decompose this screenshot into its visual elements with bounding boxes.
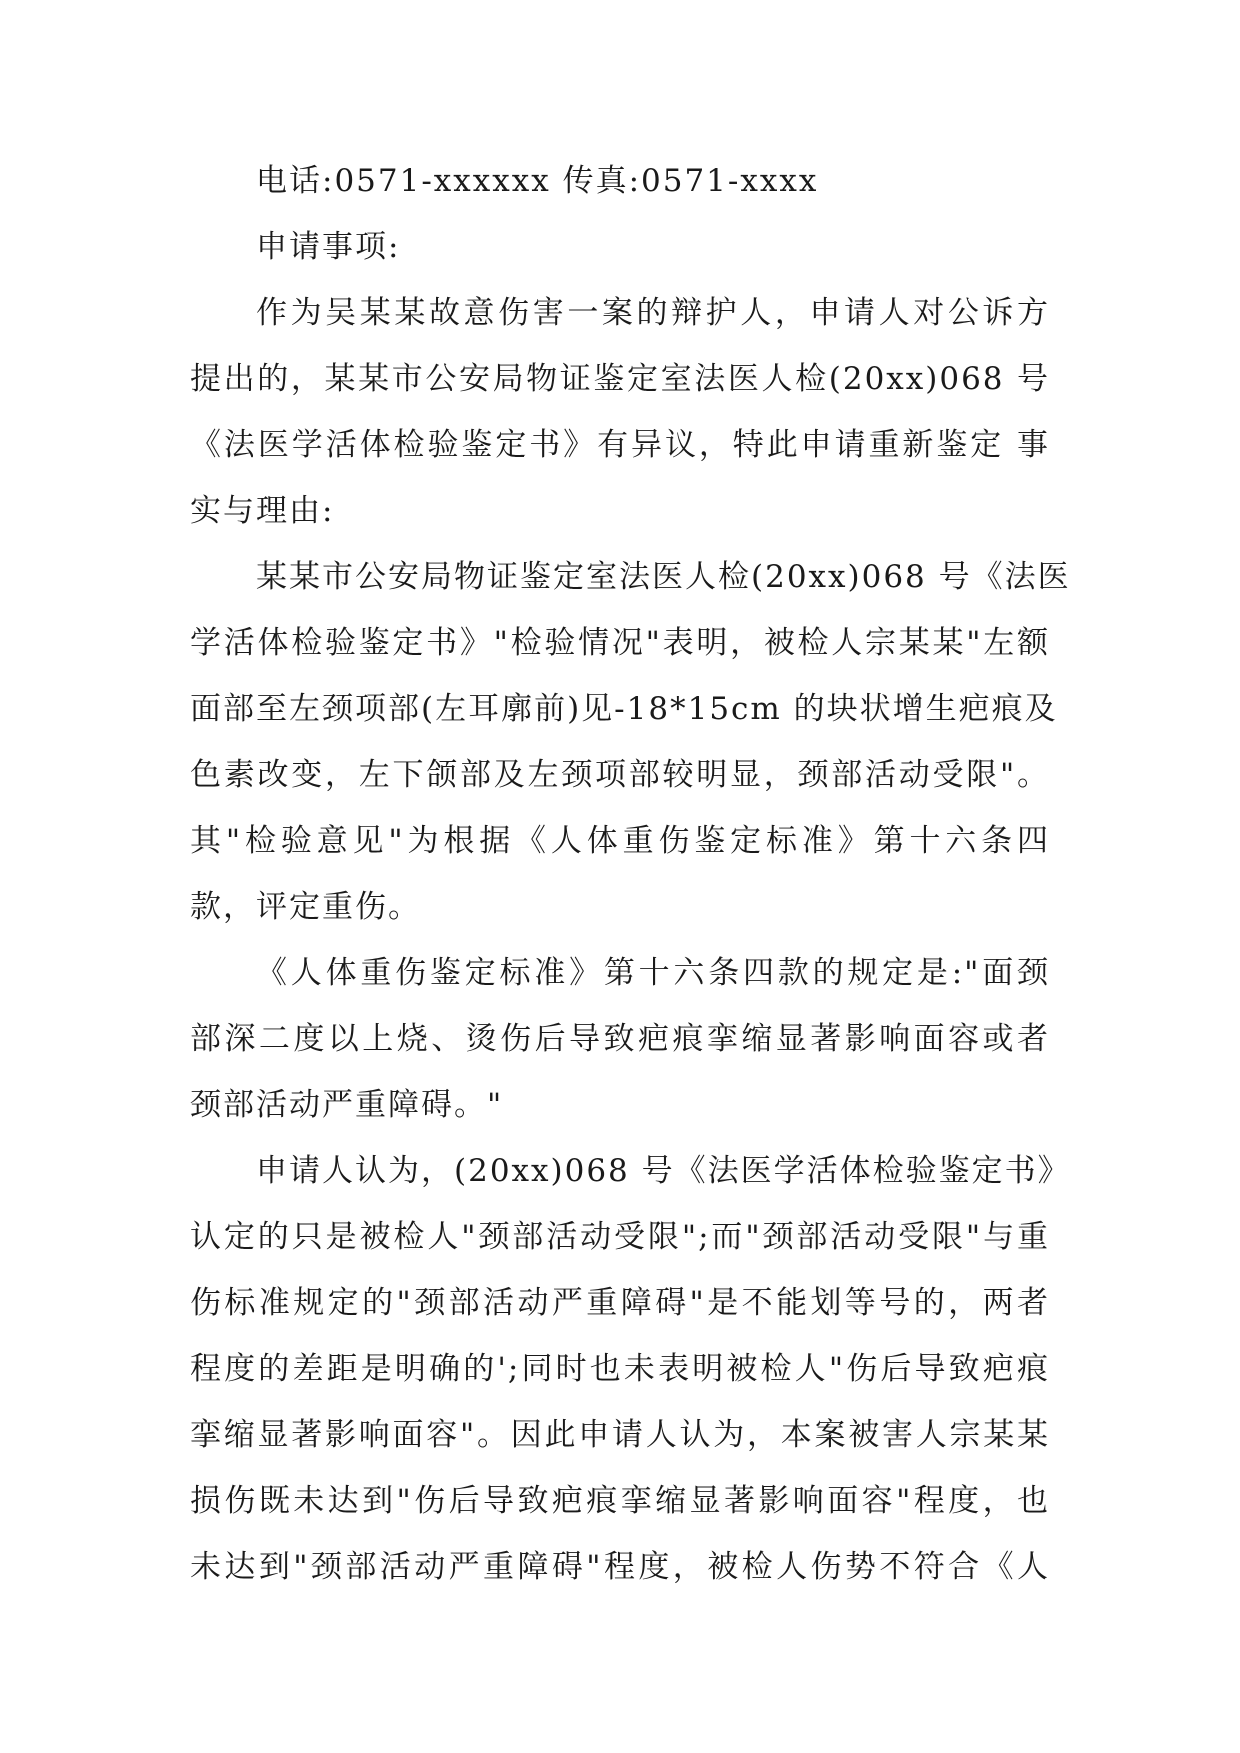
paragraph-line: 挛缩显著影响面容"。因此申请人认为，本案被害人宗某某 xyxy=(190,1417,1050,1453)
paragraph-line: 程度的差距是明确的';同时也未表明被检人"伤后导致疤痕 xyxy=(190,1351,1050,1387)
paragraph-line: 申请人认为，(20xx)068 号《法医学活体检验鉴定书》 xyxy=(256,1153,1071,1189)
paragraph-line: 伤标准规定的"颈部活动严重障碍"是不能划等号的，两者 xyxy=(190,1285,1050,1321)
contact-line: 电话:0571-xxxxxx 传真:0571-xxxx xyxy=(256,163,819,199)
paragraph-line: 《法医学活体检验鉴定书》有异议，特此申请重新鉴定 事 xyxy=(190,427,1050,463)
paragraph-line: 《人体重伤鉴定标准》第十六条四款的规定是:"面颈 xyxy=(256,955,1050,991)
paragraph-line: 作为吴某某故意伤害一案的辩护人，申请人对公诉方 xyxy=(256,295,1050,331)
paragraph-line: 认定的只是被检人"颈部活动受限";而"颈部活动受限"与重 xyxy=(190,1219,1050,1255)
paragraph-line: 其"检验意见"为根据《人体重伤鉴定标准》第十六条四 xyxy=(190,823,1050,859)
paragraph-line: 某某市公安局物证鉴定室法医人检(20xx)068 号《法医 xyxy=(256,559,1071,595)
paragraph-line: 款，评定重伤。 xyxy=(190,889,421,925)
paragraph-line: 面部至左颈项部(左耳廓前)见-18*15cm 的块状增生疤痕及 xyxy=(190,691,1058,727)
paragraph-line: 实与理由: xyxy=(190,493,335,529)
paragraph-line: 色素改变，左下颌部及左颈项部较明显，颈部活动受限"。 xyxy=(190,757,1050,793)
paragraph-line: 未达到"颈部活动严重障碍"程度，被检人伤势不符合《人 xyxy=(190,1549,1050,1585)
paragraph-line: 部深二度以上烧、烫伤后导致疤痕挛缩显著影响面容或者 xyxy=(190,1021,1050,1057)
paragraph-line: 学活体检验鉴定书》"检验情况"表明，被检人宗某某"左额 xyxy=(190,625,1050,661)
paragraph-line: 提出的，某某市公安局物证鉴定室法医人检(20xx)068 号 xyxy=(190,361,1050,397)
section-heading-request: 申请事项: xyxy=(256,229,401,265)
document-body xyxy=(190,148,1071,1600)
paragraph-line: 颈部活动严重障碍。" xyxy=(190,1087,504,1123)
paragraph-line: 损伤既未达到"伤后导致疤痕挛缩显著影响面容"程度，也 xyxy=(190,1483,1050,1519)
